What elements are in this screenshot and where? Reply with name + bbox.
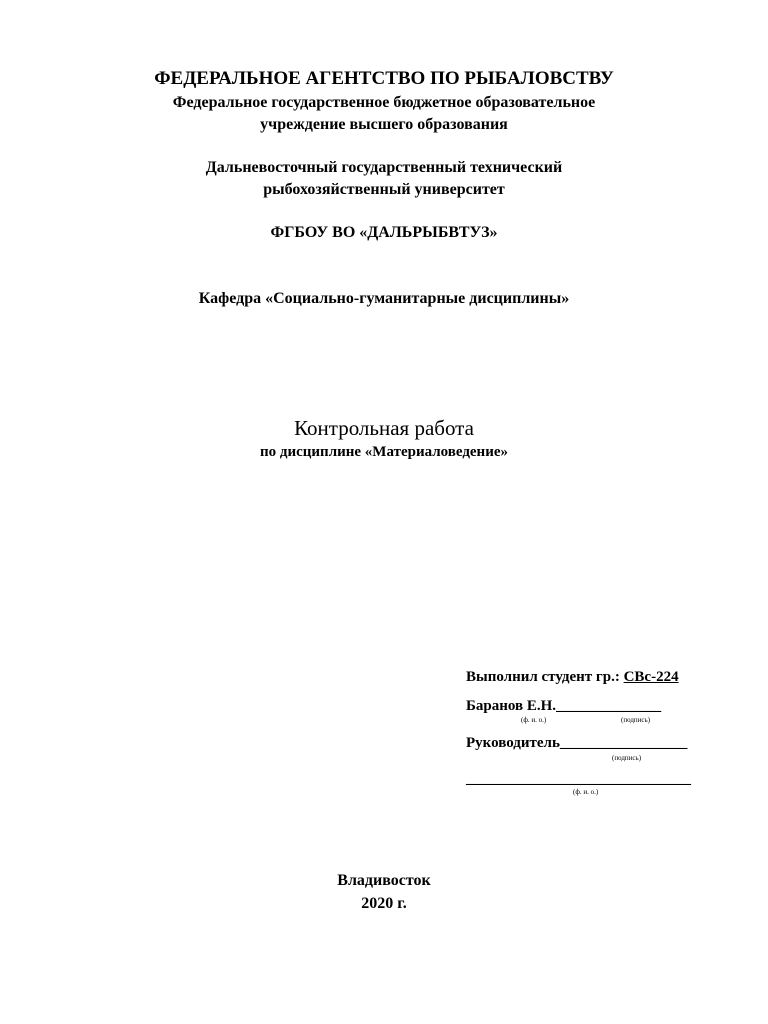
student-name-line xyxy=(466,698,661,715)
group-number: СВс-224 xyxy=(623,669,679,685)
institution-type-line1: Федеральное государственное бюджетное образовательное xyxy=(172,94,596,111)
year: 2020 г. xyxy=(361,895,407,912)
signature-caption: (подпись) xyxy=(621,716,651,724)
student-line xyxy=(466,669,679,686)
institution-type-line2: учреждение высшего образования xyxy=(260,116,508,133)
supervisor-label: Руководитель xyxy=(466,735,560,751)
work-title: Контрольная работа xyxy=(294,416,474,440)
department-name: Кафедра «Социально-гуманитарные дисциплины» xyxy=(198,290,570,307)
supervisor-line xyxy=(466,735,687,752)
university-short-name: ФГБОУ ВО «ДАЛЬРЫБВТУЗ» xyxy=(270,224,498,241)
student-name: Баранов Е.Н. xyxy=(466,698,557,714)
university-name-line2: рыбохозяйственный университет xyxy=(263,181,505,198)
student-label: Выполнил студент гр.: xyxy=(466,669,620,685)
city: Владивосток xyxy=(337,872,431,889)
supervisor-signature-blank: _________________ xyxy=(559,735,688,751)
supervisor-fio-caption: (ф. и. о.) xyxy=(573,788,599,796)
university-name-line1: Дальневосточный государственный технический xyxy=(205,159,563,176)
student-signature-blank: ______________ xyxy=(556,698,662,714)
supervisor-signature-caption: (подпись) xyxy=(612,754,642,762)
agency-title: ФЕДЕРАЛЬНОЕ АГЕНТСТВО ПО РЫБАЛОВСТВУ xyxy=(154,68,614,89)
work-subtitle: по дисциплине «Материаловедение» xyxy=(259,444,509,460)
fio-caption: (ф. и. о.) xyxy=(521,716,547,724)
supervisor-name-blank: ______________________________ xyxy=(466,771,691,787)
